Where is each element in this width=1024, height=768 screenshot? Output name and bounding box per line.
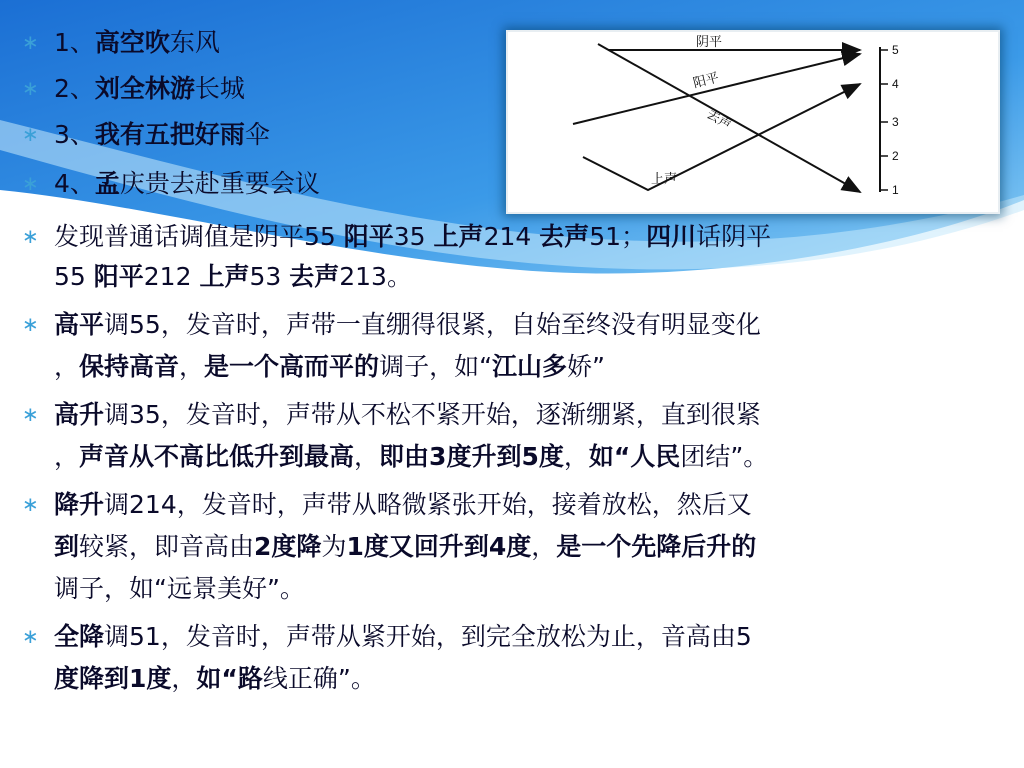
asterisk-bullet-icon: ∗ bbox=[22, 171, 39, 195]
text-run-bold: 高平 bbox=[54, 310, 105, 339]
item-bold-text: 我有五把好雨 bbox=[94, 120, 245, 149]
item-bold-text: 高空吹 bbox=[94, 28, 170, 57]
text-run-bold: 阳平 bbox=[93, 262, 144, 291]
text-run: 较紧，即音高由 bbox=[79, 532, 255, 561]
text-run: ， bbox=[531, 532, 557, 561]
text-run: ， bbox=[171, 664, 197, 693]
item-text: 庆贵去赴重要会议 bbox=[119, 169, 320, 198]
text-run: 调214，发音时，声带从略微紧张开始，接着放松，然后又 bbox=[104, 490, 752, 519]
text-run: 214 bbox=[483, 222, 540, 251]
text-run-bold: 2度降 bbox=[254, 532, 322, 561]
text-run-bold: 度降到1度 bbox=[54, 664, 172, 693]
item-text: 长城 bbox=[194, 74, 245, 103]
text-run-bold: 是一个先降后升的 bbox=[556, 532, 757, 561]
text-run-bold: 上声 bbox=[199, 262, 250, 291]
text-run-bold: 人民 bbox=[630, 442, 681, 471]
text-run: 调子，如“ bbox=[379, 352, 493, 381]
item-bold-text: 孟 bbox=[94, 169, 120, 198]
asterisk-bullet-icon: ∗ bbox=[22, 312, 39, 336]
text-run: ， bbox=[354, 442, 380, 471]
scale-label-2: 2 bbox=[892, 149, 899, 163]
scale-label-3: 3 bbox=[892, 115, 899, 129]
text-run-bold: 是一个高而平的 bbox=[204, 352, 380, 381]
text-run: 娇” bbox=[567, 352, 605, 381]
text-run-bold: 如“ bbox=[196, 664, 238, 693]
item-number: 2、 bbox=[54, 74, 95, 103]
scale-label-1: 1 bbox=[892, 183, 899, 197]
text-run-bold: 四川 bbox=[646, 222, 697, 251]
asterisk-bullet-icon: ∗ bbox=[22, 76, 39, 100]
text-run-bold: 1度又回升到4度 bbox=[346, 532, 532, 561]
asterisk-bullet-icon: ∗ bbox=[22, 122, 39, 146]
text-run-bold: 即由3度升到5度 bbox=[379, 442, 564, 471]
text-run-bold: 去声 bbox=[289, 262, 340, 291]
text-run: 53 bbox=[249, 262, 290, 291]
scale-label-5: 5 bbox=[892, 43, 899, 57]
text-run: ， bbox=[54, 352, 80, 381]
item-number: 1、 bbox=[54, 28, 95, 57]
text-run: 调子，如“远景美好”。 bbox=[54, 574, 305, 603]
yangping-label: 阳平 bbox=[691, 70, 721, 92]
text-run: 212 bbox=[143, 262, 200, 291]
qusheng-label: 去声 bbox=[703, 106, 734, 133]
text-run-bold: 阳平 bbox=[343, 222, 394, 251]
item-text: 伞 bbox=[244, 120, 270, 149]
shangsheng-label: 上声 bbox=[651, 172, 678, 187]
text-run-bold: 降升 bbox=[54, 490, 105, 519]
text-run: 调51，发音时，声带从紧开始，到完全放松为止，音高由5 bbox=[104, 622, 752, 651]
text-run-bold: 去声 bbox=[539, 222, 590, 251]
text-run-bold: 声音从不高比低升到最高 bbox=[79, 442, 355, 471]
text-run: 话阴平 bbox=[696, 222, 772, 251]
text-run: 团结”。 bbox=[680, 442, 769, 471]
text-run-bold: 上声 bbox=[433, 222, 484, 251]
text-run: 为 bbox=[321, 532, 347, 561]
text-run: ， bbox=[179, 352, 205, 381]
text-run-bold: 江山多 bbox=[492, 352, 568, 381]
item-bold-text: 刘全林游 bbox=[94, 74, 195, 103]
text-run-bold: 高升 bbox=[54, 400, 105, 429]
text-run-bold: 如“ bbox=[588, 442, 631, 471]
text-run: 55 bbox=[54, 262, 94, 291]
asterisk-bullet-icon: ∗ bbox=[22, 624, 39, 648]
text-run-bold: 到 bbox=[54, 532, 80, 561]
text-run: 线正确”。 bbox=[262, 664, 376, 693]
text-run: 35 bbox=[393, 222, 434, 251]
asterisk-bullet-icon: ∗ bbox=[22, 492, 39, 516]
item-number: 3、 bbox=[54, 120, 95, 149]
text-run-bold: 路 bbox=[237, 664, 263, 693]
scale-label-4: 4 bbox=[892, 77, 899, 91]
text-run: ， bbox=[563, 442, 589, 471]
text-run-bold: 保持高音 bbox=[79, 352, 180, 381]
asterisk-bullet-icon: ∗ bbox=[22, 402, 39, 426]
asterisk-bullet-icon: ∗ bbox=[22, 224, 39, 248]
text-run: 51； bbox=[589, 222, 647, 251]
text-run: ， bbox=[54, 442, 80, 471]
item-number: 4、 bbox=[54, 169, 95, 198]
asterisk-bullet-icon: ∗ bbox=[22, 30, 39, 54]
text-run: 调55，发音时，声带一直绷得很紧，自始至终没有明显变化 bbox=[104, 310, 761, 339]
text-run-bold: 全降 bbox=[54, 622, 105, 651]
yinping-label: 阴平 bbox=[696, 35, 723, 50]
text-run: 213。 bbox=[339, 262, 412, 291]
text-run: 发现普通话调值是阴平55 bbox=[54, 222, 344, 251]
item-text: 东风 bbox=[169, 28, 220, 57]
text-run: 调35，发音时，声带从不松不紧开始，逐渐绷紧，直到很紧 bbox=[104, 400, 761, 429]
